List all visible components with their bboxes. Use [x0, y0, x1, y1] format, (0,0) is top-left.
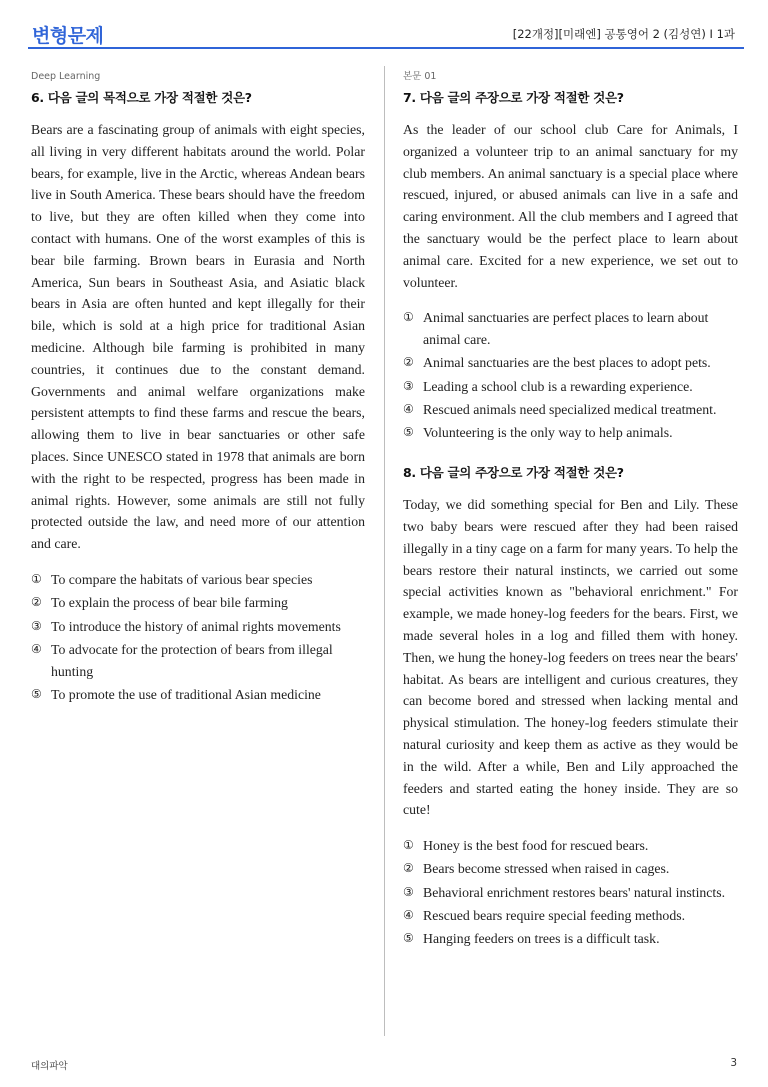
question-7-title: 7. 다음 글의 주장으로 가장 적절한 것은? [403, 90, 624, 105]
option-number: ③ [403, 378, 414, 393]
option-text: Behavioral enrichment restores bears' natural instincts. [423, 884, 726, 900]
option-4[interactable] [403, 399, 738, 421]
option-5[interactable] [403, 422, 738, 444]
page-number: 3 [730, 1057, 737, 1069]
option-3[interactable] [403, 882, 738, 904]
option-text: To introduce the history of animal rights movements [51, 618, 341, 634]
option-2[interactable] [31, 592, 365, 614]
option-3[interactable] [403, 376, 738, 398]
section-tag: 본문 01 [403, 71, 437, 82]
option-number: ① [403, 838, 414, 853]
option-number: ④ [403, 402, 414, 417]
option-text: Rescued bears require special feeding methods. [423, 908, 686, 923]
option-5[interactable] [31, 684, 365, 706]
option-number: ④ [403, 908, 414, 922]
option-1[interactable] [31, 569, 365, 591]
option-number: ③ [403, 884, 414, 899]
question-6-passage: Bears are a fascinating group of animals with eight species, all living in very different habitats around the world. Polar bears, for example, live in the Arctic, whereas Andean bears live in South America. These bears should have the freedom to live, but they are often killed when they come into contact with humans. One of the worst examples of this is bear bile farming. Brown bears in Eurasia and North America, Sun bears in Southeast Asia, and Asiatic black bears in Asia are often hunted and kept illegally for their bile, which is sold at a high price for traditional Asian medicine. Although bile farming is prohibited in many countries, it continues due to the constant demand. Governments and animal welfare organizations make persistent attempts to find these farms and rescue the bears, allowing them to live in bear sanctuaries or other safe places. Since UNESCO stated in 1978 that animals are born with the right to be respected, progress has been made in animal rights. However, some animals are still not fully protected outside the law, and need more of our attention and care. [31, 122, 365, 552]
option-3[interactable] [31, 616, 365, 638]
option-text: To compare the habitats of various bear species [51, 571, 313, 587]
option-1[interactable] [403, 307, 738, 351]
option-4[interactable] [403, 905, 738, 927]
column-divider [384, 66, 385, 1036]
header-meta: [22개정][미래엔] 공통영어 2 (김성연) I 1과 [512, 27, 735, 41]
question-8-passage: Today, we did something special for Ben and Lily. These two baby bears were rescued after they had been raised illegally in a tiny cage on a farm for many years. To help the bears restore their natural instincts, we carried out some special activities known as "behavioral enrichment." For example, we made honey-log feeders for the bears. First, we made several holes in a log and filled them with honey. Then, we hung the honey-log feeders on trees near the bears' habitat. As bears are intelligent and curious creatures, they can become bored and stressed when lacking mental and physical stimulation. The honey-log feeders stimulate their natural curiosity and keep them as active as they would be in the wild. After a while, Ben and Lily approached the feeders and started eating the honey inside. They are so cute! [403, 497, 738, 818]
option-text: Hanging feeders on trees is a difficult task. [423, 931, 660, 947]
option-1[interactable] [403, 835, 738, 857]
option-text: To promote the use of traditional Asian medicine [51, 686, 321, 702]
option-text: To explain the process of bear bile farming [51, 595, 288, 611]
question-8-options [403, 835, 738, 950]
option-text: To advocate for the protection of bears from illegal hunting [51, 641, 333, 679]
left-column [31, 70, 365, 707]
question-8-title: 8. 다음 글의 주장으로 가장 적절한 것은? [403, 465, 624, 481]
option-number: ③ [31, 618, 42, 633]
option-number: ② [403, 355, 414, 370]
option-5[interactable] [403, 928, 738, 950]
option-text: Rescued animals need specialized medical treatment. [423, 402, 717, 418]
option-4[interactable] [31, 639, 365, 683]
option-text: Animal sanctuaries are the best places to adopt pets. [423, 355, 711, 371]
option-2[interactable] [403, 858, 738, 880]
footer-section-label: 대의파악 [31, 1061, 68, 1072]
option-number: ② [403, 861, 414, 876]
option-number: ⑤ [403, 931, 414, 946]
option-number: ② [31, 595, 42, 610]
option-text: Volunteering is the only way to help animals. [423, 425, 673, 441]
option-number: ⑤ [31, 686, 42, 701]
option-text: Leading a school club is a rewarding experience. [423, 378, 693, 394]
question-6-title: 6. 다음 글의 목적으로 가장 적절한 것은? [31, 90, 252, 105]
option-text: Animal sanctuaries are perfect places to learn about animal care. [423, 310, 709, 348]
question-8-block [403, 464, 738, 950]
question-7-passage: As the leader of our school club Care for Animals, I organized a volunteer trip to an animal sanctuary for my club members. An animal sanctuary is a special place where rescued, injured, or abused animals can live in a safe and caring environment. All the club members and I agreed that the sanctuary would be the perfect place to learn about animal care. Excited for a new experience, we set out to volunteer. [403, 122, 738, 290]
header-title: 변형문제 [32, 25, 104, 47]
option-number: ① [403, 310, 414, 325]
option-text: Honey is the best food for rescued bears. [423, 838, 649, 854]
question-7-options [403, 307, 738, 444]
option-number: ① [31, 571, 42, 586]
right-column [403, 70, 738, 952]
section-tag: Deep Learning [31, 71, 101, 82]
header-rule [28, 47, 744, 49]
option-text: Bears become stressed when raised in cages. [423, 861, 670, 877]
question-6-options [31, 569, 365, 706]
option-2[interactable] [403, 352, 738, 374]
option-number: ⑤ [403, 425, 414, 440]
option-number: ④ [31, 641, 42, 656]
